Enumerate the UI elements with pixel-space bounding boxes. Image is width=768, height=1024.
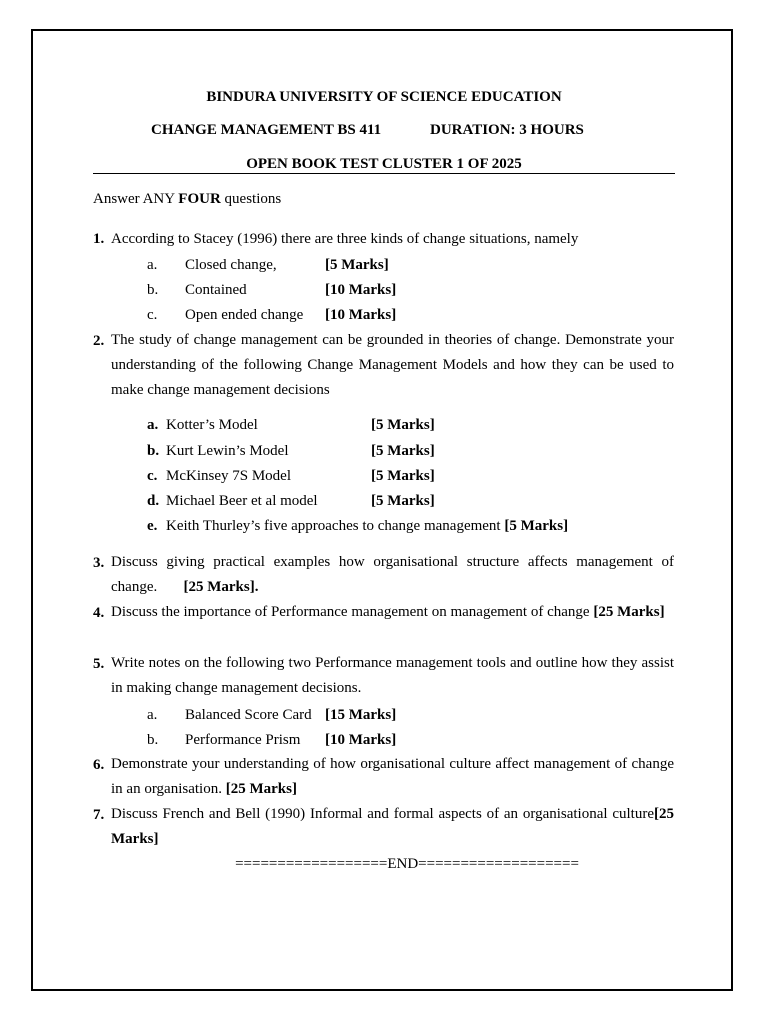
item-text: Open ended change [185,307,304,323]
question-number: 5. [93,656,105,672]
test-title: OPEN BOOK TEST CLUSTER 1 OF 2025 [246,156,522,172]
item-text: Closed change, [185,257,277,273]
question-text: Discuss French and Bell (1990) Informal and formal aspects of an organisational culture[25 Marks] [111,806,674,847]
question-text: Discuss the importance of Performance management on management of change [25 Marks] [111,604,665,620]
item-letter: a. [147,417,159,433]
item-letter: a. [147,707,158,723]
question-marks: [25 Marks] [111,806,674,847]
item-letter: b. [147,443,160,459]
item-text: McKinsey 7S Model [166,468,291,484]
question-marks: [25 Marks] [593,604,665,620]
item-text: Michael Beer et al model [166,493,318,509]
item-marks: [10 Marks] [325,307,397,323]
item-letter: c. [147,468,158,484]
item-marks: [10 Marks] [325,282,397,298]
item-marks: [5 Marks] [371,443,435,459]
end-marker: ==================END=================== [235,856,579,872]
item-text: Keith Thurley’s five approaches to change management [5 Marks] [166,518,569,534]
item-marks: [5 Marks] [371,468,435,484]
instructions: Answer ANY FOUR questions [93,191,282,207]
item-marks: [5 Marks] [371,417,435,433]
question-number: 1. [93,231,105,247]
question-number: 3. [93,555,105,571]
item-text: Performance Prism [185,732,301,748]
item-text: Contained [185,282,247,298]
question-number: 4. [93,605,105,621]
question-marks: [25 Marks]. [183,579,259,595]
item-marks: [10 Marks] [325,732,397,748]
question-marks: [25 Marks] [225,781,297,797]
question-text: Write notes on the following two Performance management tools and outline how they assist in making change management decisions. [111,655,674,696]
question-number: 7. [93,807,105,823]
question-text: According to Stacey (1996) there are three kinds of change situations, namely [111,231,579,247]
question-number: 6. [93,757,105,773]
question-text: The study of change management can be grounded in theories of change. Demonstrate your understanding of the following Change Management Models and how they can be used to make change management decisions [111,332,674,398]
item-marks: [5 Marks] [325,257,389,273]
item-marks: [5 Marks] [504,518,569,534]
item-text: Kotter’s Model [166,417,258,433]
question-text: Discuss giving practical examples how organisational structure affects management of change. [25 Marks]. [111,554,674,595]
item-letter: b. [147,282,159,298]
item-marks: [5 Marks] [371,493,435,509]
item-letter: d. [147,493,160,509]
exam-duration: DURATION: 3 HOURS [430,122,584,138]
item-letter: e. [147,518,158,534]
item-marks: [15 Marks] [325,707,397,723]
item-text: Balanced Score Card [185,707,312,723]
item-letter: a. [147,257,158,273]
item-letter: b. [147,732,159,748]
item-letter: c. [147,307,158,323]
item-text: Kurt Lewin’s Model [166,443,289,459]
question-text: Demonstrate your understanding of how organisational culture affect management of change in an organisation. [25 Marks] [111,756,674,797]
course-code: CHANGE MANAGEMENT BS 411 [151,122,382,138]
university-title: BINDURA UNIVERSITY OF SCIENCE EDUCATION [206,89,562,105]
header-divider [93,173,675,174]
question-number: 2. [93,333,105,349]
